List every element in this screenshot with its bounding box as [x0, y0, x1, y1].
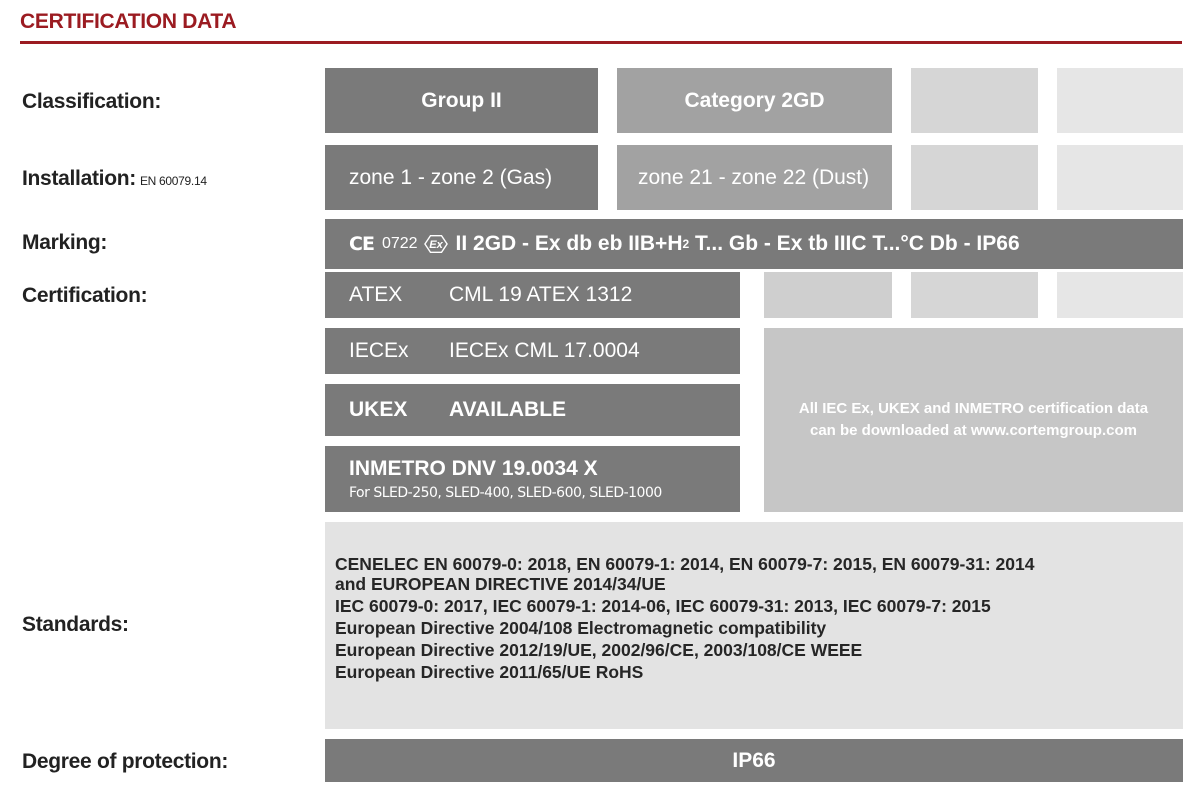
- protection-label: Degree of protection:: [22, 750, 229, 773]
- standards-line: CENELEC EN 60079-0: 2018, EN 60079-1: 2014, EN 60079-7: 2015, EN 60079-31: 2014: [335, 554, 1035, 574]
- atex-key: ATEX: [349, 283, 403, 306]
- standards-label: Standards:: [22, 613, 129, 636]
- standards-line: IEC 60079-0: 2017, IEC 60079-1: 2014-06, IEC 60079-31: 2013, IEC 60079-7: 2015: [335, 596, 991, 616]
- inmetro-value: INMETRO DNV 19.0034 X: [349, 457, 598, 480]
- installation-label: [22, 167, 207, 191]
- certification-empty-cell-3: [1057, 272, 1183, 318]
- certification-label: Certification:: [22, 284, 148, 307]
- marking-text-part1: II 2GD - Ex db eb IIB+H: [455, 232, 683, 255]
- standards-line: European Directive 2011/65/UE RoHS: [335, 662, 644, 682]
- classification-label: Classification:: [22, 90, 162, 113]
- installation-dust-box: [617, 145, 892, 210]
- standards-line: European Directive 2004/108 Electromagnetic compatibility: [335, 618, 827, 638]
- title-divider: [20, 41, 1182, 44]
- installation-gas-text: zone 1 - zone 2 (Gas): [349, 165, 553, 189]
- installation-label-text: Installation:: [22, 167, 136, 190]
- iecex-key: IECEx: [349, 339, 409, 362]
- download-note-box: [764, 328, 1183, 512]
- classification-category-text: Category 2GD: [684, 88, 825, 112]
- classification-category-box: [617, 68, 892, 133]
- notified-body-number: 0722: [381, 235, 418, 252]
- installation-dust-text: zone 21 - zone 22 (Dust): [638, 165, 870, 189]
- marking-subscript: 2: [682, 237, 690, 251]
- marking-label: Marking:: [22, 231, 108, 254]
- protection-value: IP66: [732, 748, 776, 772]
- page-title: CERTIFICATION DATA: [20, 10, 237, 33]
- classification-empty-cell-2: [1057, 68, 1183, 133]
- download-note-line1: All IEC Ex, UKEX and INMETRO certification data: [798, 400, 1149, 417]
- protection-box: [325, 739, 1183, 782]
- installation-empty-cell-1: [911, 145, 1038, 210]
- classification-empty-cell-1: [911, 68, 1038, 133]
- iecex-value: IECEx CML 17.0004: [449, 339, 640, 362]
- ce-mark: CE: [349, 233, 374, 255]
- standards-box: [325, 522, 1183, 729]
- installation-gas-box: [325, 145, 598, 210]
- certification-empty-cell-2: [911, 272, 1038, 318]
- ukex-value: AVAILABLE: [449, 398, 567, 421]
- inmetro-box: [325, 446, 740, 512]
- atex-value: CML 19 ATEX 1312: [449, 283, 633, 306]
- classification-group-box: [325, 68, 598, 133]
- standards-line: and EUROPEAN DIRECTIVE 2014/34/UE: [335, 574, 666, 594]
- marking-text-part2: T... Gb - Ex tb IIIC T...°C Db - IP66: [689, 232, 1020, 255]
- inmetro-note: For SLED-250, SLED-400, SLED-600, SLED-1000: [349, 485, 662, 501]
- standards-line: European Directive 2012/19/UE, 2002/96/CE, 2003/108/CE WEEE: [335, 640, 863, 660]
- atex-box: [325, 272, 740, 318]
- ukex-key: UKEX: [349, 398, 408, 421]
- download-note-line2: can be downloaded at www.cortemgroup.com: [810, 422, 1137, 439]
- marking-box: [325, 219, 1183, 269]
- ukex-box: [325, 384, 740, 436]
- iecex-box: [325, 328, 740, 374]
- ex-hexagon-icon: [424, 235, 448, 253]
- certification-empty-cell-1: [764, 272, 892, 318]
- svg-text:Ex: Ex: [428, 239, 443, 252]
- installation-empty-cell-2: [1057, 145, 1183, 210]
- classification-group-text: Group II: [421, 88, 502, 112]
- installation-norm: EN 60079.14: [139, 174, 207, 188]
